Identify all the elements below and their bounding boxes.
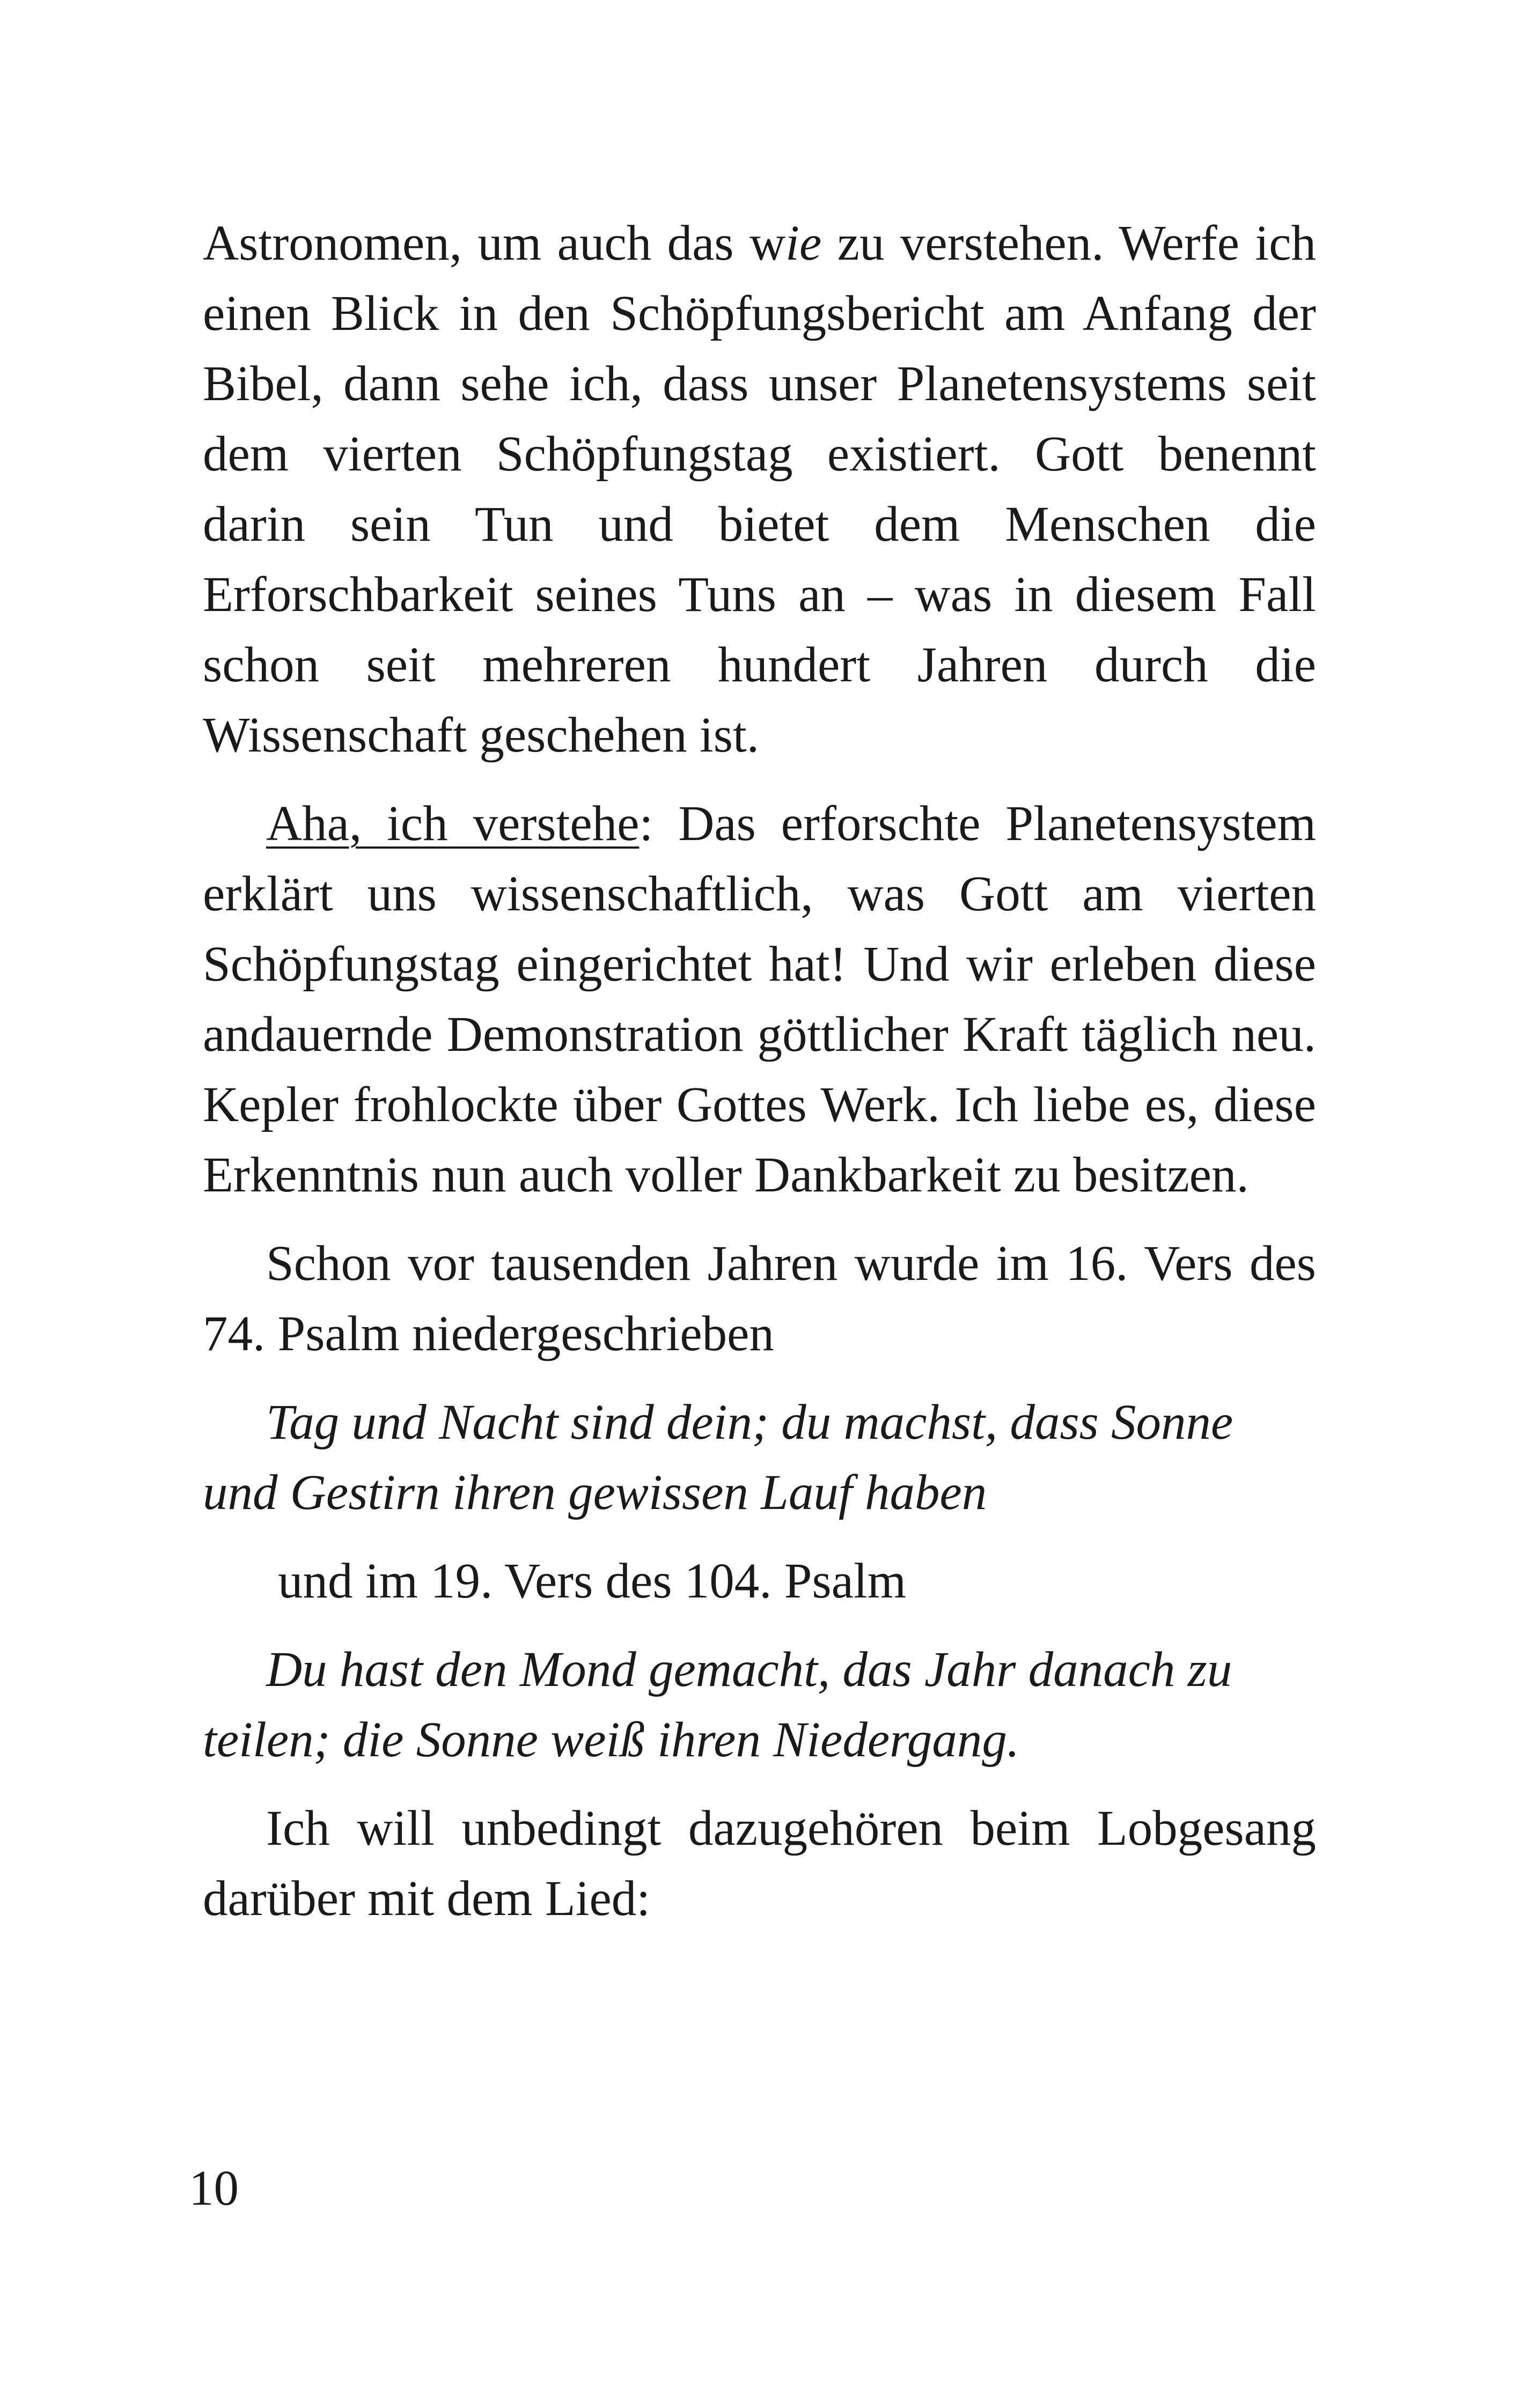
underlined-phrase: Aha, ich verstehe xyxy=(266,796,640,851)
paragraph-astronomen xyxy=(203,208,1316,770)
verse-psalm-74 xyxy=(203,1387,1316,1528)
verse-psalm-104 xyxy=(203,1634,1316,1775)
paragraph-psalm-74-intro xyxy=(203,1228,1316,1369)
paragraph-psalm-104-intro xyxy=(203,1546,1316,1616)
paragraph-text: : Das erforschte Planetensystem erklärt uns wissenschaftlich, was Gott am vierten Schöpfungstag eingerichtet hat! Und wir erleben diese andauernde Demonstration göttlicher Kraft täglich neu. Kepler frohlockte über Gottes Werk. Ich liebe es, diese Erkenntnis nun auch voller Dankbarkeit zu besitzen. xyxy=(203,796,1316,1203)
paragraph-lobgesang xyxy=(203,1793,1316,1934)
verse-text: Du hast den Mond gemacht, das Jahr danach zu teilen; die Sonne weiß ihren Niedergang. xyxy=(203,1642,1232,1768)
paragraph-text: Astronomen, um auch das w xyxy=(203,216,786,271)
page-number: 10 xyxy=(189,2161,239,2216)
paragraph-text: Ich will unbedingt dazugehören beim Lobgesang darüber mit dem Lied: xyxy=(203,1801,1316,1926)
paragraph-text: zu verstehen. Werfe ich einen Blick in den Schöpfungsbericht am Anfang der Bibel, dann sehe ich, dass unser Planetensystems seit dem vierten Schöpfungstag existiert. Gott benennt darin sein Tun und bietet dem Menschen die Erforschbarkeit seines Tuns an – was in diesem Fall schon seit mehreren hundert Jahren durch die Wissenschaft geschehen ist. xyxy=(203,216,1316,763)
paragraph-text: Schon vor tausenden Jahren wurde im 16. Vers des 74. Psalm niedergeschrieben xyxy=(203,1236,1316,1361)
italic-emphasis: ie xyxy=(785,216,822,271)
verse-text: Tag und Nacht sind dein; du machst, dass Sonne und Gestirn ihren gewissen Lauf haben xyxy=(203,1395,1233,1520)
body-text xyxy=(203,208,1316,1952)
paragraph-text: und im 19. Vers des 104. Psalm xyxy=(278,1553,907,1609)
paragraph-aha xyxy=(203,789,1316,1210)
